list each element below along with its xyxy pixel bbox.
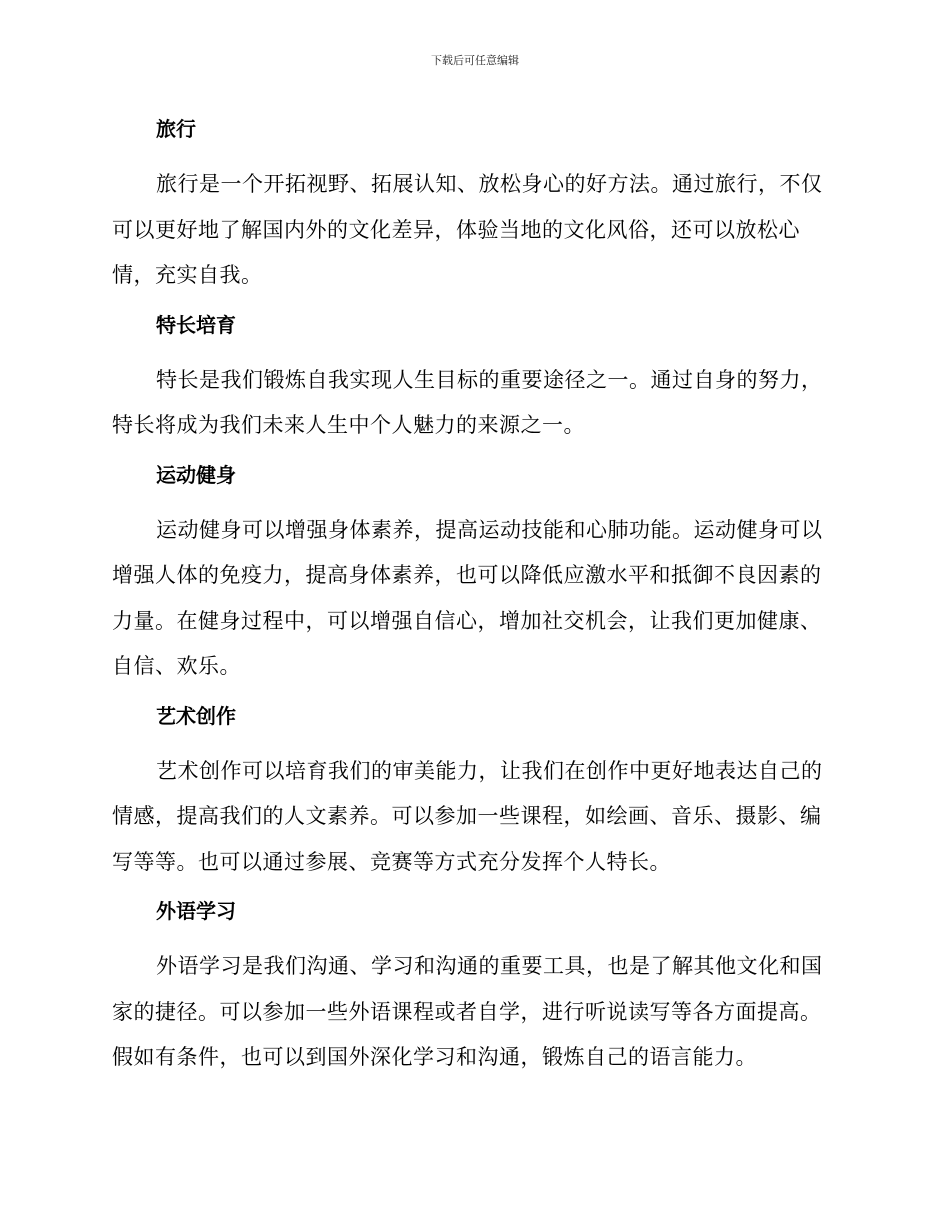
- section-heading: 艺术创作: [156, 703, 236, 728]
- section-fitness: [112, 458, 832, 690]
- section-paragraph: 旅行是一个开拓视野、拓展认知、放松身心的好方法。通过旅行，不仅 可以更好地了解国内外的文化差异，体验当地的文化风俗，还可以放松心 情，充实自我。: [112, 172, 823, 287]
- section-heading: 外语学习: [156, 899, 236, 923]
- section-travel: [112, 112, 832, 299]
- section-art-creation: [112, 699, 832, 886]
- section-talent-cultivation: [112, 308, 832, 449]
- section-paragraph: 外语学习是我们沟通、学习和沟通的重要工具，也是了解其他文化和国 家的捷径。可以参加一些外语课程或者自学，进行听说读写等各方面提高。 假如有条件，也可以到国外深化学习和沟通，锻炼自己的语言能力。: [112, 954, 823, 1069]
- page-header: 下载后可任意编辑: [431, 54, 519, 67]
- section-heading: 特长培育: [156, 312, 236, 337]
- section-paragraph: 艺术创作可以培育我们的审美能力，让我们在创作中更好地表达自己的 情感，提高我们的人文素养。可以参加一些课程，如绘画、音乐、摄影、编 写等等。也可以通过参展、竞赛等方式充分发挥个人特长。: [112, 758, 823, 874]
- section-paragraph: 特长是我们锻炼自我实现人生目标的重要途径之一。通过自身的努力， 特长将成为我们未来人生中个人魅力的来源之一。: [112, 367, 823, 437]
- section-heading: 运动健身: [156, 462, 236, 487]
- document-content: [112, 112, 832, 1090]
- section-foreign-language: [112, 894, 832, 1081]
- section-heading: 旅行: [156, 117, 196, 141]
- section-paragraph: 运动健身可以增强身体素养，提高运动技能和心肺功能。运动健身可以 增强人体的免疫力，提高身体素养，也可以降低应激水平和抵御不良因素的 力量。在健身过程中，可以增强自信心，增加社交机会，让我们更加健康、 自信、欢乐。: [112, 517, 823, 678]
